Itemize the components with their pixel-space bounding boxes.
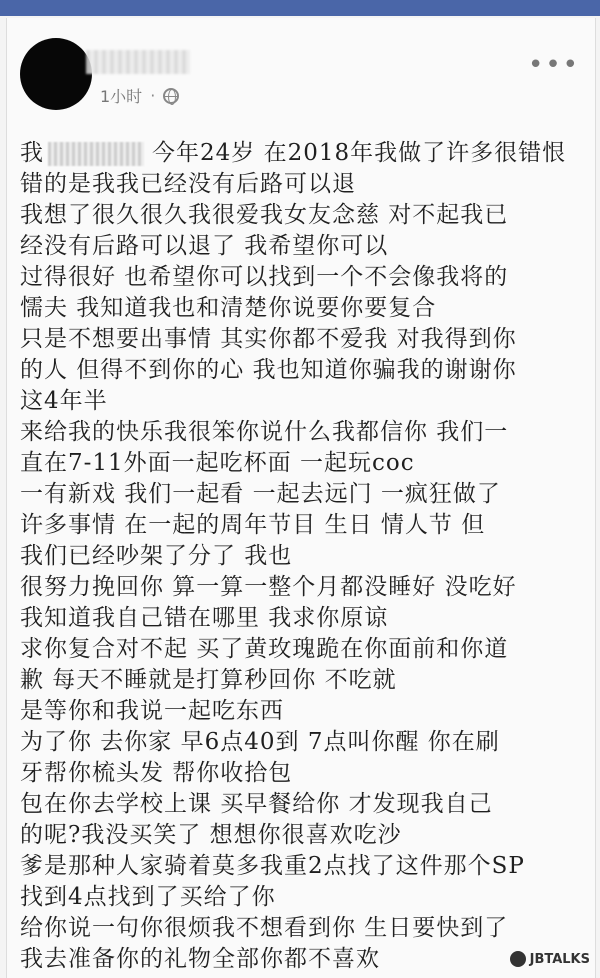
post-line: 的人 但得不到你的心 我也知道你骗我的谢谢你 (20, 357, 517, 383)
avatar[interactable] (20, 38, 92, 110)
post-line: 来给我的快乐我很笨你说什么我都信你 我们一 (20, 419, 509, 445)
post-line: 只是不想要出事情 其实你都不爱我 对我得到你 (20, 326, 517, 352)
meta-separator: · (150, 86, 156, 105)
post-line: 过得很好 也希望你可以找到一个不会像我将的 (20, 264, 509, 290)
post-line: 是等你和我说一起吃东西 (20, 698, 284, 724)
post-line: 牙帮你梳头发 帮你收拾包 (20, 760, 293, 786)
post-line: 一有新戏 我们一起看 一起去远门 一疯狂做了 (20, 481, 501, 507)
post-line: 经没有后路可以退了 我希望你可以 (20, 233, 389, 259)
post-line: 为了你 去你家 早6点40到 7点叫你醒 你在刷 (20, 729, 500, 755)
post-body (20, 138, 580, 975)
post-line: 我想了很久很久我很爱我女友念慈 对不起我已 (20, 202, 509, 228)
more-options-icon[interactable]: ••• (527, 50, 580, 80)
watermark-text: JBTALKS (529, 951, 590, 967)
blurred-user-name (86, 50, 190, 74)
blurred-name (48, 142, 144, 166)
post-line: 的呢?我没买笑了 想想你很喜欢吃沙 (20, 822, 402, 848)
post-line: 许多事情 在一起的周年节目 生日 情人节 但 (20, 512, 486, 538)
post-line-1 (20, 138, 580, 169)
post-line: 包在你去学校上课 买早餐给你 才发现我自己 (20, 791, 493, 817)
post-line: 找到4点找到了买给了你 (20, 884, 276, 910)
post-line-1-suffix: 今年24岁 在2018年我做了许多很错恨 (152, 140, 567, 166)
app-top-bar (0, 0, 600, 16)
post-line: 这4年半 (20, 388, 108, 414)
post-line: 爹是那种人家骑着莫多我重2点找了这件那个SP (20, 853, 525, 879)
globe-icon (163, 88, 179, 104)
post-line: 给你说一句你很烦我不想看到你 生日要快到了 (20, 915, 509, 941)
post-meta (100, 84, 179, 107)
post-line: 错的是我我已经没有后路可以退 (20, 171, 356, 197)
post-line: 歉 每天不睡就是打算秒回你 不吃就 (20, 667, 397, 693)
post-line-1-prefix: 我 (20, 140, 44, 166)
post-line: 懦夫 我知道我也和清楚你说要你要复合 (20, 295, 437, 321)
watermark-logo-icon (510, 951, 526, 967)
post-line: 我去准备你的礼物全部你都不喜欢 (20, 946, 380, 972)
post-line: 我知道我自己错在哪里 我求你原谅 (20, 605, 389, 631)
post-time[interactable]: 1小时 (100, 87, 143, 106)
post-line: 我们已经吵架了分了 我也 (20, 543, 293, 569)
post-line: 直在7-11外面一起吃杯面 一起玩coc (20, 450, 415, 476)
post-line: 很努力挽回你 算一算一整个月都没睡好 没吃好 (20, 574, 517, 600)
post-line: 求你复合对不起 买了黄玫瑰跪在你面前和你道 (20, 636, 509, 662)
cropped-text-line (28, 957, 568, 975)
site-watermark (510, 951, 590, 967)
